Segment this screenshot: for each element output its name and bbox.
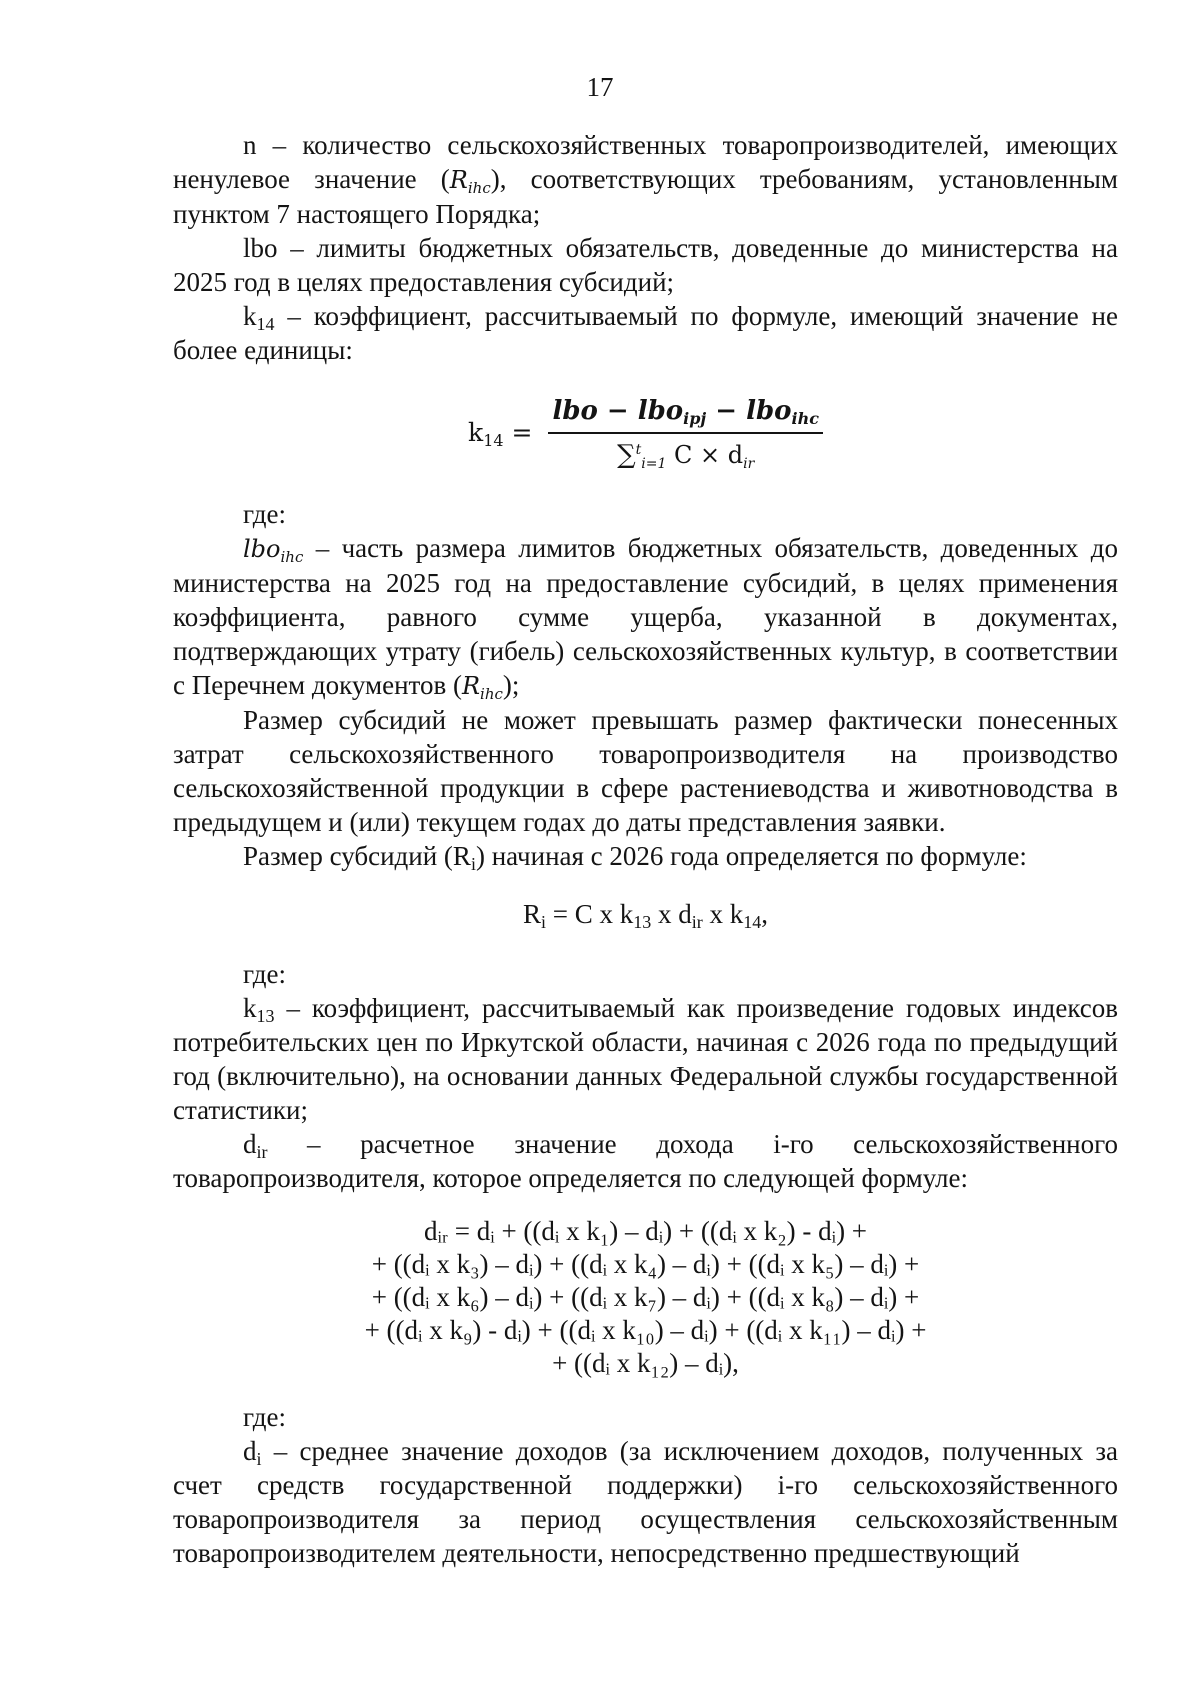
paragraph-di-definition: $d_i$ – среднее значение доходов (за исключением доходов, полученных за счет средств государственной поддержки) i-го сельскохозяйственного товаропроизводителя за период осуществления сельскохозяйственным товаропроизводителем деятельности, непосредственно предшествующий — [173, 1436, 1118, 1568]
paragraph-lbo-definition: lbo – лимиты бюджетных обязательств, доведенные до министерства на 2025 год в целях предоставления субсидий; — [173, 233, 1118, 297]
paragraph-k13-definition: $k_{13}$ – коэффициент, рассчитываемый как произведение годовых индексов потребительских цен по Иркутской области, начиная с 2026 года по предыдущий год (включительно), на основании данных Федеральной службы государственной статистики; — [173, 993, 1118, 1125]
math-var-r-ihc: $R_{ihc}$ — [449, 166, 491, 197]
paragraph-subsidy-formula-intro: Размер субсидий $(R_i)$ начиная с 2026 года определяется по формуле: — [243, 841, 1027, 874]
formula-k14 — [173, 387, 1118, 479]
where-label: где: — [243, 499, 286, 529]
formula-dir-line: + ((dᵢ x k₃) – dᵢ) + ((dᵢ x k₄) – dᵢ) + ((dᵢ x k₅) – dᵢ) + — [371, 1249, 920, 1279]
paragraph-n-definition: n – количество сельскохозяйственных товаропроизводителей, имеющих ненулевое значение $(R_{ihc})$, соответствующих требованиям, установленным пунктом 7 настоящего Порядка; — [173, 130, 1118, 229]
formula-k14-fraction — [548, 394, 823, 472]
where-label: где: — [243, 1402, 286, 1432]
formula-dir-line: + ((dᵢ x k₆) – dᵢ) + ((dᵢ x k₇) – dᵢ) + ((dᵢ x k₈) – dᵢ) + — [371, 1282, 920, 1312]
formula-dir-line: dᵢᵣ = dᵢ + ((dᵢ x k₁) – dᵢ) + ((dᵢ x k₂) - dᵢ) + — [423, 1216, 868, 1246]
page-number: 17 — [586, 72, 614, 102]
formula-ri: $R_i = C$ x $k_{13}$ x $d_{ir}$ x $k_{14}$, — [522, 899, 769, 932]
formula-dir-line: + ((dᵢ x k₉) - dᵢ) + ((dᵢ x k₁₀) – dᵢ) + ((dᵢ x k₁₁) – dᵢ) + — [364, 1315, 927, 1345]
formula-k14-numerator: lbo − lbo$_{ipj}$ − lbo$_{ihc}$ — [548, 394, 823, 434]
paragraph-subsidy-limit: Размер субсидий не может превышать размер фактически понесенных затрат сельскохозяйственного товаропроизводителя на производство сельскохозяйственной продукции в сфере растениеводства и животноводства в предыдущем и (или) текущем годах до даты представления заявки. — [173, 705, 1118, 837]
formula-dir — [173, 1215, 1118, 1380]
formula-dir-line: + ((dᵢ x k₁₂) – dᵢ), — [552, 1348, 739, 1378]
math-var-r-ihc: $R_{ihc}$ — [461, 672, 503, 703]
formula-k14-denominator: ∑$^t_{i=1}$ $C \times d_{ir}$ — [617, 440, 755, 472]
where-label: где: — [243, 959, 286, 989]
formula-k14-lhs: $k_{14}$ = — [468, 418, 533, 450]
paragraph-lbo-ihc-definition: lbo$_{ihc}$ – часть размера лимитов бюджетных обязательств, доведенных до министерства на 2025 год на предоставление субсидий, в целях применения коэффициента, равного сумме ущерба, указанной в документах, подтверждающих утрату (гибель) сельскохозяйственных культур, в соответствии с Перечнем документов $(R_{ihc})$; — [173, 533, 1118, 703]
math-var-lbo-ihc: lbo$_{ihc}$ — [243, 535, 304, 566]
document-body — [173, 128, 1118, 1570]
paragraph-k14-definition: $k_{14}$ – коэффициент, рассчитываемый по формуле, имеющий значение не более единицы: — [173, 301, 1118, 365]
paragraph-dir-definition: $d_{ir}$ – расчетное значение дохода i-го сельскохозяйственного товаропроизводителя, которое определяется по следующей формуле: — [173, 1129, 1118, 1193]
